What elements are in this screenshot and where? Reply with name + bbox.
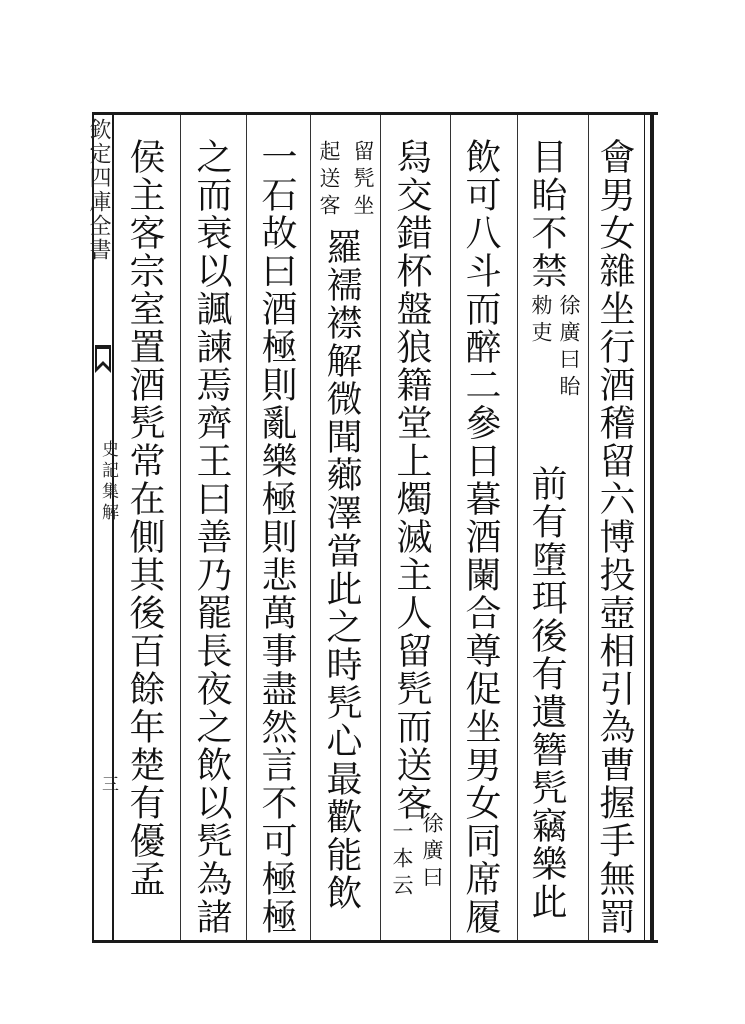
- column-rule: [246, 115, 247, 940]
- frame-top-border: [92, 112, 658, 115]
- frame-bottom-border: [92, 940, 658, 943]
- commentary-line-a: 徐廣曰: [420, 812, 444, 893]
- text-column-3: 飲可八斗而醉二參日暮酒闌合尊促坐男女同席履: [460, 138, 501, 936]
- column-rule: [588, 115, 589, 940]
- commentary-line-b: 勑吏: [529, 294, 553, 348]
- page-number: 三: [98, 775, 118, 792]
- margin-book-title: 史記集解: [98, 440, 118, 524]
- text-column-6: 一石故曰酒極則亂樂極則悲萬事盡然言不可極極: [256, 138, 297, 936]
- text-column-4-top: 舄交錯杯盤狼籍堂上燭滅主人留髠而送客: [391, 138, 432, 822]
- text-column-7: 之而衰以諷諫焉齊王曰善乃罷長夜之飲以髠為諸: [191, 138, 232, 936]
- column-rule: [380, 115, 381, 940]
- text-column-8: 侯主客宗室置酒髠常在側其後百餘年楚有優孟: [124, 138, 165, 898]
- text-column-2-top: 目眙不禁: [526, 138, 567, 290]
- commentary-line-b: 起送客: [317, 140, 341, 221]
- text-column-5-bottom: 羅襦襟解微聞薌澤當此之時髠心最歡能飲: [321, 228, 362, 912]
- margin-title: 欽定四庫全書: [86, 118, 111, 262]
- column-rule: [310, 115, 311, 940]
- text-column-1: 會男女雜坐行酒稽留六博投壺相引為曹握手無罰: [594, 138, 635, 936]
- frame-right-inner-border: [644, 112, 645, 943]
- column-rule: [180, 115, 181, 940]
- commentary-line-b: 一本云: [390, 820, 414, 901]
- commentary-line-a: 留髠坐: [351, 140, 375, 221]
- text-column-2-bottom: 前有墮珥後有遺簪髠竊樂此: [526, 465, 567, 921]
- frame-right-border: [650, 112, 654, 943]
- fish-tail-ornament: [94, 345, 112, 385]
- column-rule: [450, 115, 451, 940]
- column-rule: [517, 115, 518, 940]
- commentary-line-a: 徐廣曰眙: [557, 294, 581, 402]
